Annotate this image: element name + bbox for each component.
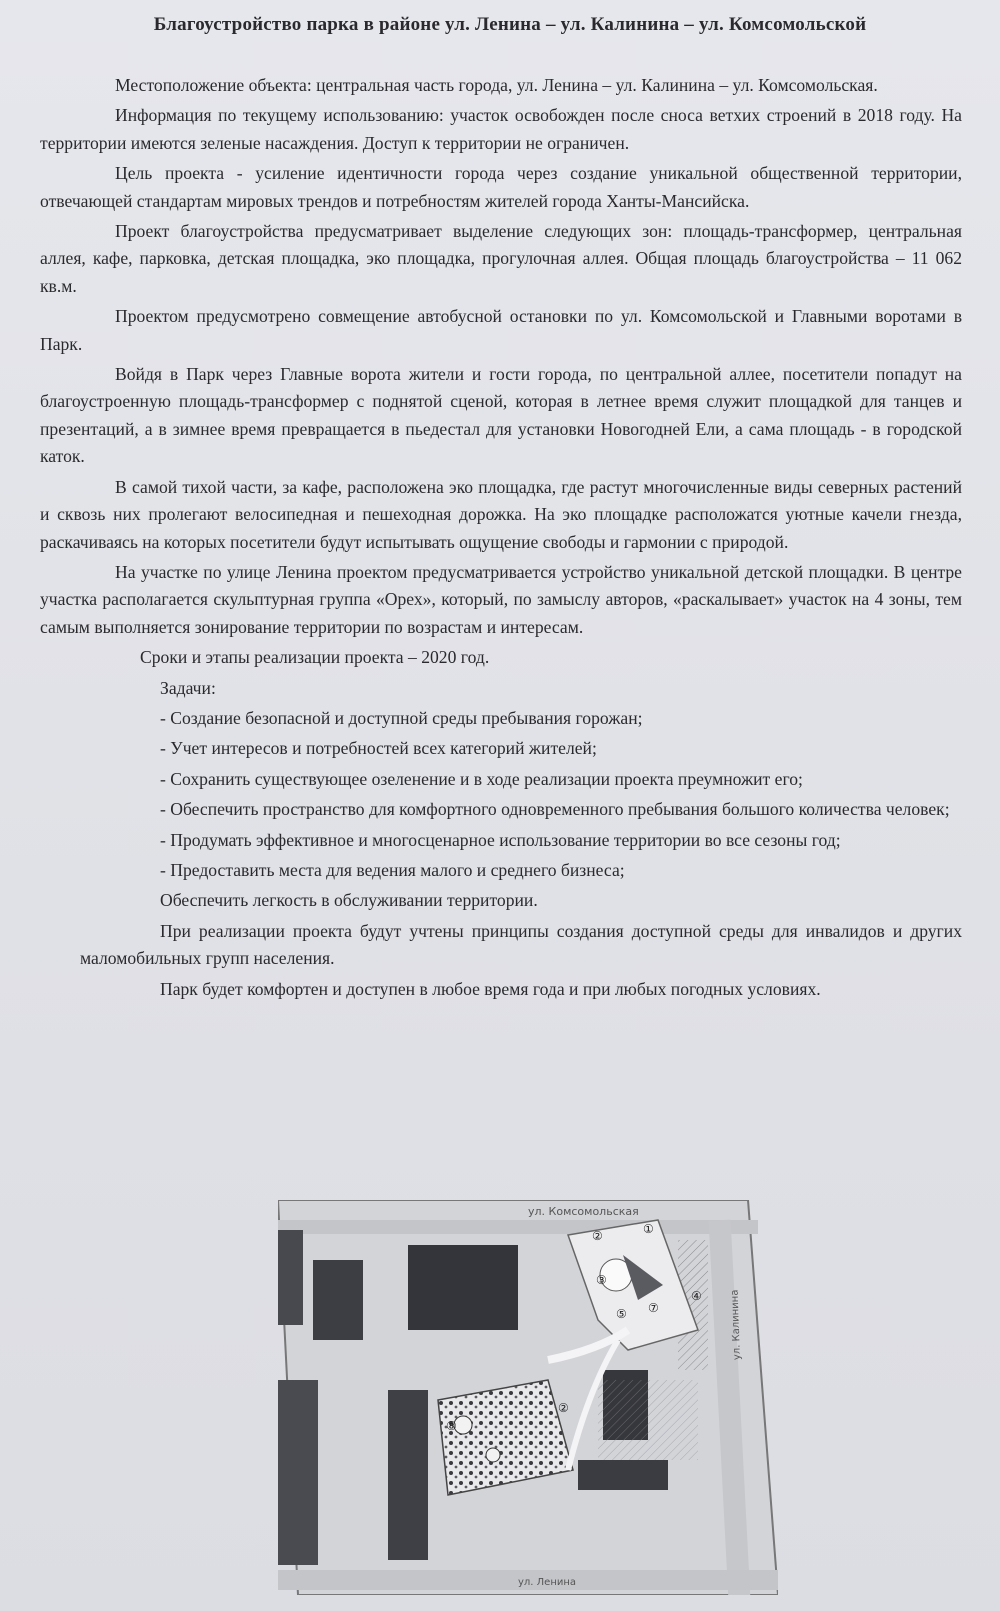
paragraph-eco-zone: В самой тихой части, за кафе, расположена эко площадка, где растут многочисленные виды северных растений и сквозь них пролегают велосипедная и пешеходная дорожка. На эко площадке расположатся уютные качели гнезда, раскачиваясь на которых посетители будут испытывать ощущение свободы и гармонии с природой.	[40, 476, 962, 552]
paragraph-deadline: Сроки и этапы реализации проекта – 2020 год.	[140, 647, 490, 668]
plan-marker: ④	[691, 1289, 702, 1303]
parking	[598, 1380, 698, 1460]
plan-marker: ③	[596, 1273, 607, 1287]
task-item: - Создание безопасной и доступной среды пребывания горожан;	[160, 707, 643, 728]
building	[578, 1460, 668, 1490]
paragraph-accessibility: При реализации проекта будут учтены принципы создания доступной среды для инвалидов и других маломобильных групп населения.	[80, 920, 962, 969]
paragraph-main-gate: Войдя в Парк через Главные ворота жители и гости города, по центральной аллее, посетители попадут на благоустроенную площадь-трансформер с поднятой сценой, которая в летнее время служит площадкой для танцев и презентаций, а в зимнее время превращается в пьедестал для установки Новогодней Ели, а сама площадь - в городской каток.	[40, 364, 962, 467]
document-body	[40, 72, 962, 1006]
street-label-right: ул. Калинина	[729, 1289, 743, 1361]
plan-marker: ②	[592, 1229, 603, 1243]
paragraph-location: Местоположение объекта: центральная часть города, ул. Ленина – ул. Калинина – ул. Комсомольская.	[115, 75, 878, 95]
paragraph-zones: Проект благоустройства предусматривает выделение следующих зон: площадь-трансформер, центральная аллея, кафе, парковка, детская площадка, эко площадка, прогулочная аллея. Общая площадь благоустройства – 11 062 кв.м.	[40, 221, 962, 296]
street-komsomolskaya-road	[278, 1220, 758, 1234]
paragraph-goal: Цель проекта - усиление идентичности города через создание уникальной общественной территории, отвечающей стандартам мировых трендов и потребностям жителей города Ханты-Мансийска.	[40, 163, 962, 211]
paragraph-closing: Парк будет комфортен и доступен в любое время года и при любых погодных условиях.	[160, 978, 821, 999]
task-item: - Сохранить существующее озеленение и в ходе реализации проекта преумножит его;	[160, 768, 803, 789]
document-title: Благоустройство парка в районе ул. Ленина – ул. Калинина – ул. Комсомольской	[153, 14, 867, 35]
building	[278, 1230, 303, 1325]
task-item: - Обеспечить пространство для комфортного одновременного пребывания большого количества человек;	[160, 799, 950, 820]
paragraph-bus-stop: Проектом предусмотрено совмещение автобусной остановки по ул. Комсомольской и Главными воротами в Парк.	[40, 306, 962, 354]
task-item: - Предоставить места для ведения малого и среднего бизнеса;	[160, 859, 625, 880]
playground-feature	[486, 1448, 500, 1462]
building	[388, 1390, 428, 1560]
paragraph-current-use: Информация по текущему использованию: участок освобожден после сноса ветхих строений в 2018 году. На территории имеются зеленые насаждения. Доступ к территории не ограничен.	[40, 105, 962, 153]
building	[408, 1245, 518, 1330]
task-item: Обеспечить легкость в обслуживании территории.	[160, 890, 538, 911]
plan-marker: ⑤	[616, 1307, 627, 1321]
tasks-heading: Задачи:	[160, 677, 216, 698]
site-plan	[278, 1200, 778, 1595]
building	[278, 1380, 318, 1565]
building	[313, 1260, 363, 1340]
street-label-bottom: ул. Ленина	[518, 1577, 577, 1588]
street-label-top: ул. Комсомольская	[528, 1205, 639, 1218]
task-item: - Учет интересов и потребностей всех категорий жителей;	[160, 738, 597, 759]
plan-marker: ⑦	[648, 1301, 659, 1315]
task-item: - Продумать эффективное и многосценарное использование территории во все сезоны год;	[160, 829, 841, 850]
paragraph-playground: На участке по улице Ленина проектом предусматривается устройство уникальной детской площадки. В центре участка располагается скульптурная группа «Орех», который, по замыслу авторов, «раскалывает» участок на 4 зоны, тем самым выполняется зонирование территории по возрастам и интересам.	[40, 561, 962, 637]
plan-marker: ①	[643, 1222, 654, 1236]
plan-marker: ⑧	[446, 1419, 457, 1433]
plan-marker: ②	[558, 1401, 569, 1415]
site-plan-drawing	[278, 1200, 778, 1595]
